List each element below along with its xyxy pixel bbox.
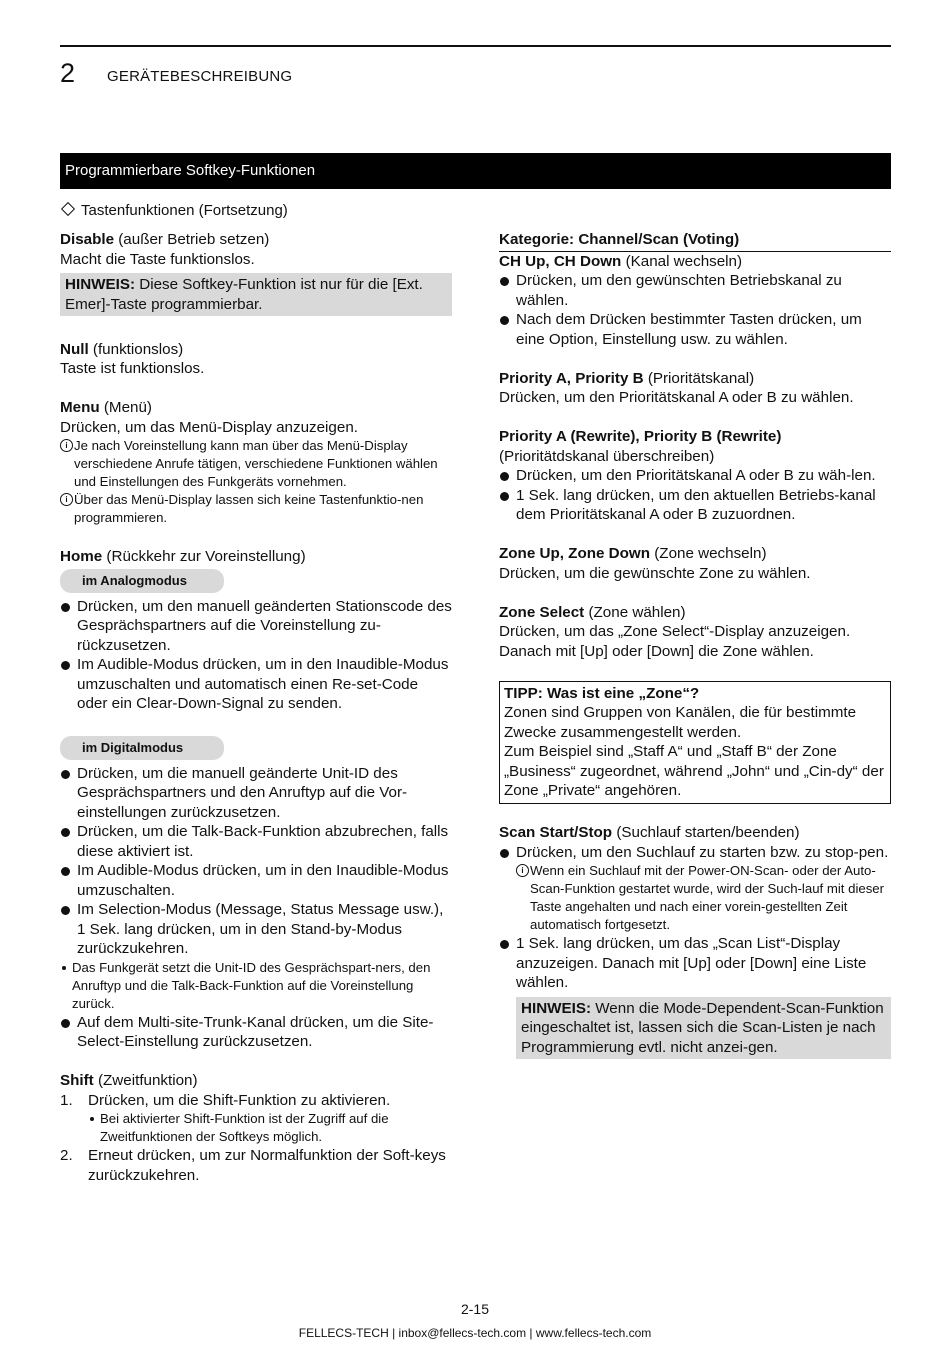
tip-box xyxy=(499,681,891,804)
note-text: Wenn die Mode-Dependent-Scan-Funktion eingeschaltet ist, lassen sich die Scan-Listen je nach Programmierung evtl. nicht anzei-gen. xyxy=(521,999,884,1056)
zone-select-title: Zone Select xyxy=(499,603,585,621)
shift-step-2 xyxy=(60,1146,452,1185)
small-bullet-icon xyxy=(62,966,66,970)
digital-bullet-3: Im Audible-Modus drücken, um in den Inaudible-Modus umzuschalten. xyxy=(77,862,449,899)
list-item xyxy=(60,900,452,959)
top-rule xyxy=(60,45,891,47)
info-icon: i xyxy=(516,864,529,877)
list-item xyxy=(60,822,452,861)
disable-paren: (außer Betrieb setzen) xyxy=(114,231,270,248)
page-number: 2-15 xyxy=(460,1301,490,1317)
ch-heading xyxy=(499,252,891,272)
home-paren: (Rückkehr zur Voreinstellung) xyxy=(102,547,306,565)
scan-bullet-1: Drücken, um den Suchlauf zu starten bzw. zu stop-pen. xyxy=(516,843,889,861)
digital-bullet-4: Im Selection-Modus (Message, Status Message usw.), 1 Sek. lang drücken, um in den Stand-by-Modus zurückzukehren. xyxy=(77,901,444,957)
digital-bullet-5: Auf dem Multi-site-Trunk-Kanal drücken, um die Site-Select-Einstellung zurückzusetzen. xyxy=(77,1013,434,1050)
zone-heading xyxy=(499,544,891,564)
priority-paren: (Prioritätskanal) xyxy=(643,369,755,387)
bullet-icon xyxy=(500,940,509,949)
home-title: Home xyxy=(60,547,103,565)
analog-bullet-2: Im Audible-Modus drücken, um in den Inaudible-Modus umzuschalten und automatisch einen Re-set-Code oder ein Clear-Down-Signal zu senden. xyxy=(77,656,449,712)
disable-title: Disable xyxy=(60,231,115,248)
tip-title-text: TIPP: Was ist eine „Zone“? xyxy=(504,684,700,702)
zone-select-heading xyxy=(499,603,891,623)
menu-info-1-text: Je nach Voreinstellung kann man über das Menü-Display verschiedene Anrufe tätigen, verschiedene Funktionen wählen und Einstellungen des Funkgeräts vornehmen. xyxy=(74,438,438,489)
note-label: HINWEIS: xyxy=(65,276,136,293)
list-item xyxy=(60,1013,452,1052)
continuation-line xyxy=(60,202,288,219)
priority-desc: Drücken, um den Prioritätskanal A oder B zu wählen. xyxy=(499,389,854,406)
list-item xyxy=(499,843,891,863)
menu-title: Menu xyxy=(60,399,100,416)
note-label: HINWEIS: xyxy=(521,999,592,1017)
digital-bullet-1: Drücken, um die manuell geänderte Unit-ID des Gesprächspartners und den Anruftyp auf die Vor-einstellungen zurückzusetzen. xyxy=(77,764,408,821)
bullet-icon xyxy=(61,1019,70,1028)
scan-bullet-2: 1 Sek. lang drücken, um das „Scan List“-Display anzuzeigen. Danach mit [Up] oder [Down] eine Liste wählen. xyxy=(516,935,867,991)
priority-rewrite-paren: (Prioritätdskanal überschreiben) xyxy=(499,447,715,465)
zone-desc: Drücken, um die gewünschte Zone zu wählen. xyxy=(499,564,811,582)
footer-contact: FELLECS-TECH | inbox@fellecs-tech.com | www.fellecs-tech.com xyxy=(298,1326,652,1340)
bullet-icon xyxy=(500,849,509,858)
priority-rewrite-bullet-2: 1 Sek. lang drücken, um den aktuellen Betriebs-kanal dem Prioritätskanal A oder B zuzuordnen. xyxy=(516,486,876,523)
priority-heading xyxy=(499,369,891,389)
disable-desc: Macht die Taste funktionslos. xyxy=(60,250,255,268)
ch-title: CH Up, CH Down xyxy=(499,252,622,270)
menu-info-1 xyxy=(60,437,452,491)
digital-sub-bullet xyxy=(60,959,452,1013)
list-item xyxy=(499,271,891,310)
disable-note xyxy=(60,273,452,316)
shift-step-2-text: Erneut drücken, um zur Normalfunktion der Soft-keys zurückzukehren. xyxy=(88,1147,446,1184)
bullet-icon xyxy=(500,472,509,481)
menu-heading xyxy=(60,398,452,418)
null-title: Null xyxy=(60,340,89,358)
scan-info xyxy=(516,862,891,934)
null-heading xyxy=(60,340,452,360)
bullet-icon xyxy=(500,277,509,286)
priority-title: Priority A, Priority B xyxy=(499,369,644,387)
left-column xyxy=(60,230,452,1185)
menu-info-2 xyxy=(60,491,452,527)
analog-mode-label: im Analogmodus xyxy=(60,569,224,593)
scan-title: Scan Start/Stop xyxy=(499,824,613,841)
zone-select-paren: (Zone wählen) xyxy=(584,603,686,621)
menu-paren: (Menü) xyxy=(99,399,152,416)
priority-rewrite-bullet-1: Drücken, um den Prioritätskanal A oder B zu wäh-len. xyxy=(516,467,876,484)
shift-step-1 xyxy=(60,1091,452,1111)
chapter-number: 2 xyxy=(60,58,76,88)
disable-heading xyxy=(60,230,452,250)
zone-title: Zone Up, Zone Down xyxy=(499,545,651,562)
shift-heading xyxy=(60,1071,452,1091)
digital-bullet-2: Drücken, um die Talk-Back-Funktion abzubrechen, falls diese aktiviert ist. xyxy=(77,823,449,860)
null-paren: (funktionslos) xyxy=(88,340,184,358)
step-number: 2. xyxy=(60,1147,73,1164)
step-number: 1. xyxy=(60,1091,73,1109)
bullet-icon xyxy=(500,492,509,501)
shift-step-1-sub xyxy=(88,1110,452,1146)
ch-bullet-2: Nach dem Drücken bestimmter Tasten drücken, um eine Option, Einstellung usw. zu wählen. xyxy=(516,311,862,348)
list-item xyxy=(60,764,452,823)
list-item xyxy=(499,486,891,525)
small-bullet-icon xyxy=(90,1117,94,1121)
home-heading xyxy=(60,547,452,567)
continuation-text: Tastenfunktionen (Fortsetzung) xyxy=(81,202,288,219)
zone-paren: (Zone wechseln) xyxy=(650,545,767,562)
zone-select-desc-1: Drücken, um das „Zone Select“-Display anzuzeigen. xyxy=(499,623,851,640)
category-heading: Kategorie: Channel/Scan (Voting) xyxy=(499,230,891,252)
digital-mode-label: im Digitalmodus xyxy=(60,736,224,760)
digital-sub-text: Das Funkgerät setzt die Unit-ID des Gesprächspart-ners, den Anruftyp und die Talk-Back-Funktion auf die Voreinstellung zurück. xyxy=(72,959,431,1011)
priority-rewrite-heading xyxy=(499,427,891,447)
bullet-icon xyxy=(61,906,70,915)
list-item xyxy=(60,597,452,656)
tip-text-2: Zum Beispiel sind „Staff A“ und „Staff B“ der Zone „Business“ zugeordnet, während „John“ und „Cin-dy“ der Zone „Private“ angehören. xyxy=(504,743,884,799)
scan-paren: (Suchlauf starten/beenden) xyxy=(612,824,800,841)
bullet-icon xyxy=(61,867,70,876)
menu-info-2-text: Über das Menü-Display lassen sich keine Tastenfunktio-nen programmieren. xyxy=(74,492,424,525)
diamond-icon xyxy=(61,202,75,216)
bullet-icon xyxy=(61,770,70,779)
bullet-icon xyxy=(500,316,509,325)
shift-paren: (Zweitfunktion) xyxy=(93,1072,198,1089)
note-text: Diese Softkey-Funktion ist nur für die [Ext. Emer]-Taste programmierbar. xyxy=(65,276,423,313)
zone-select-desc-2: Danach mit [Up] oder [Down] die Zone wählen. xyxy=(499,642,814,660)
list-item xyxy=(499,310,891,349)
shift-title: Shift xyxy=(60,1072,94,1089)
shift-sub-text: Bei aktivierter Shift-Funktion ist der Zugriff auf die Zweitfunktionen der Softkeys möglich. xyxy=(100,1111,389,1144)
ch-paren: (Kanal wechseln) xyxy=(621,252,743,270)
bullet-icon xyxy=(61,603,70,612)
scan-heading xyxy=(499,823,891,843)
info-icon: i xyxy=(60,439,73,452)
right-column xyxy=(499,230,891,1063)
tip-text-1: Zonen sind Gruppen von Kanälen, die für bestimmte Zwecke zusammengestellt werden. xyxy=(504,704,857,741)
menu-desc: Drücken, um das Menü-Display anzuzeigen. xyxy=(60,418,358,436)
bullet-icon xyxy=(61,828,70,837)
info-icon: i xyxy=(60,493,73,506)
priority-rewrite-title: Priority A (Rewrite), Priority B (Rewrite) xyxy=(499,428,782,445)
bullet-icon xyxy=(61,661,70,670)
section-title-bar: Programmierbare Softkey-Funktionen xyxy=(60,153,891,189)
list-item xyxy=(499,934,891,993)
scan-info-text: Wenn ein Suchlauf mit der Power-ON-Scan- oder der Auto-Scan-Funktion gestartet wurde, wird der Such-lauf mit dieser Taste angehalten und nach einer vorein-gestellten Zeit automatisch fortgesetzt. xyxy=(530,863,885,932)
shift-step-1-text: Drücken, um die Shift-Funktion zu aktivieren. xyxy=(88,1091,391,1109)
null-desc: Taste ist funktionslos. xyxy=(60,360,205,377)
ch-bullet-1: Drücken, um den gewünschten Betriebskanal zu wählen. xyxy=(516,272,842,309)
analog-bullet-1: Drücken, um den manuell geänderten Stationscode des Gesprächspartners auf die Voreinstellung zu-rückzusetzen. xyxy=(77,597,452,654)
list-item xyxy=(499,466,891,486)
list-item xyxy=(60,655,452,714)
list-item xyxy=(60,861,452,900)
scan-note xyxy=(516,997,891,1060)
chapter-title: GERÄTEBESCHREIBUNG xyxy=(107,68,293,85)
tip-title xyxy=(504,684,886,704)
